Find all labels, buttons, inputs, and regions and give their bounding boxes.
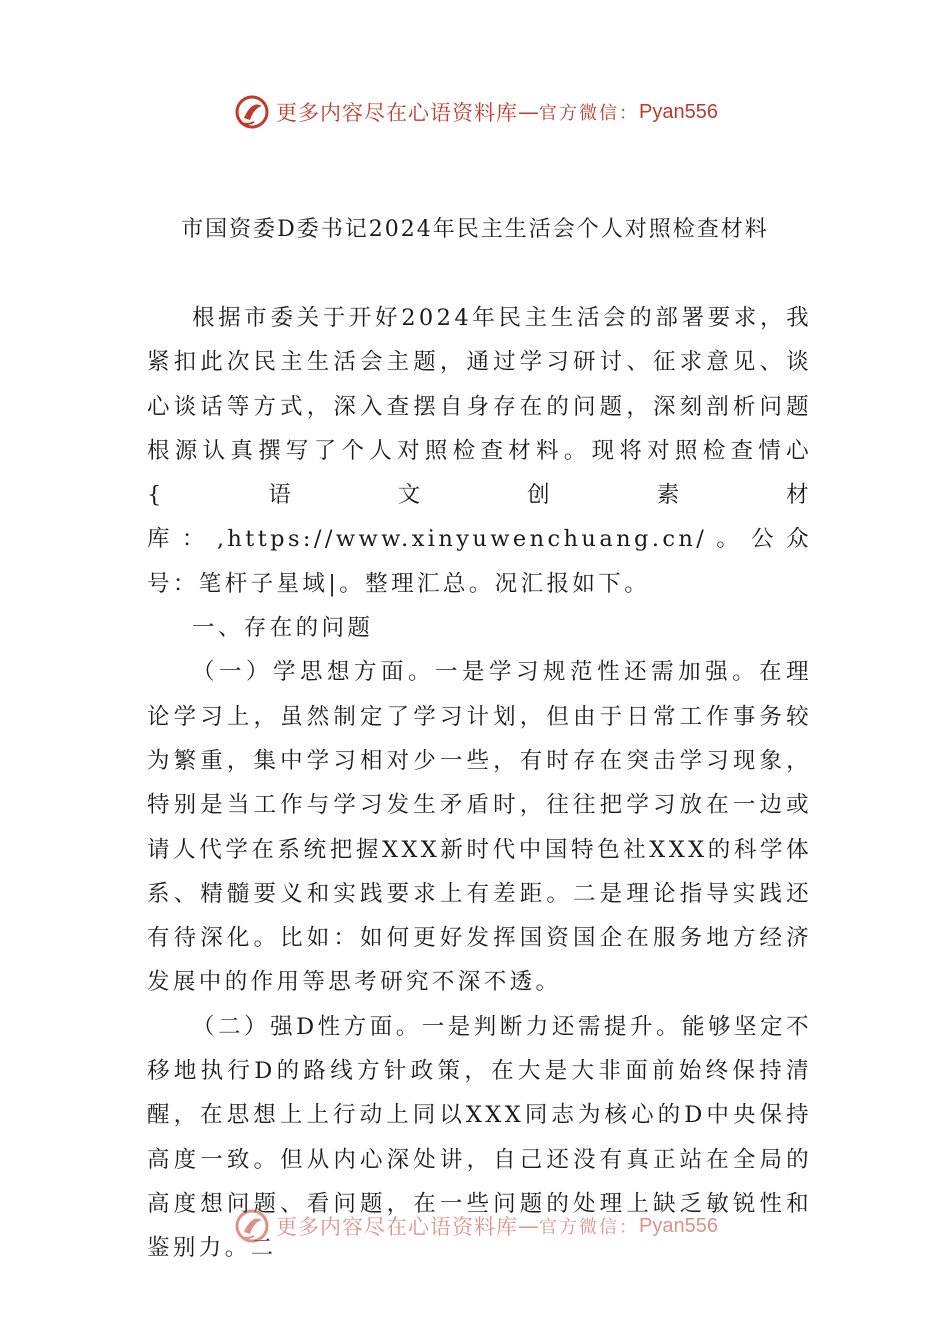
watermark-dash: — xyxy=(518,1214,540,1238)
document-title: 市国资委D委书记2024年民主生活会个人对照检查材料 xyxy=(181,217,769,242)
logo-icon xyxy=(232,1206,272,1246)
watermark-header xyxy=(0,92,950,132)
watermark-text: 更多内容尽在心语资料库 xyxy=(276,101,519,125)
paragraph-study: （一）学思想方面。一是学习规范性还需加强。在理论学习上，虽然制定了学习计划，但由于日常工作事务较为繁重，集中学习相对少一些，有时存在突击学习现象，特别是当工作与学习发生矛盾时，往往把学习放在一边或请人代学在系统把握XXX新时代中国特色社XXX的科学体系、精髓要义和实践要求上有差距。二是理论指导实践还有待深化。比如：如何更好发挥国资国企在服务地方经济发展中的作用等思考研究不深不透。 xyxy=(147,659,812,996)
watermark-official: 官方微信： xyxy=(539,1217,640,1238)
watermark-dash: — xyxy=(518,100,540,124)
watermark-official: 官方微信： xyxy=(539,103,640,124)
watermark-footer xyxy=(0,1206,950,1246)
watermark-id: Pyan556 xyxy=(639,100,718,123)
watermark-text: 更多内容尽在心语资料库 xyxy=(276,1215,519,1239)
watermark-id: Pyan556 xyxy=(639,1214,718,1237)
paragraph-party: （二）强D性方面。一是判断力还需提升。能够坚定不移地执行D的路线方针政策，在大是大非面前始终保持清醒，在思想上上行动上同以XXX同志为核心的D中央保持高度一致。但从内心深处讲，自己还没有真正站在全局的高度想问题、看问题，在一些问题的处理上缺乏敏锐性和鉴别力。二 xyxy=(147,1013,812,1262)
logo-icon xyxy=(232,92,272,132)
document-body xyxy=(147,296,812,1271)
section-heading: 一、存在的问题 xyxy=(192,615,374,642)
paragraph-intro: 根据市委关于开好2024年民主生活会的部署要求，我紧扣此次民主生活会主题，通过学习研讨、征求意见、谈心谈话等方式，深入查摆自身存在的问题，深刻剖析问题根源认真撰写了个人对照检查材料。现将对照检查情心{语文创素材库：,https://www.xinyuwenchuang.cn/。公众号：笔杆子星域|。整理汇总。况汇报如下。 xyxy=(147,305,812,597)
